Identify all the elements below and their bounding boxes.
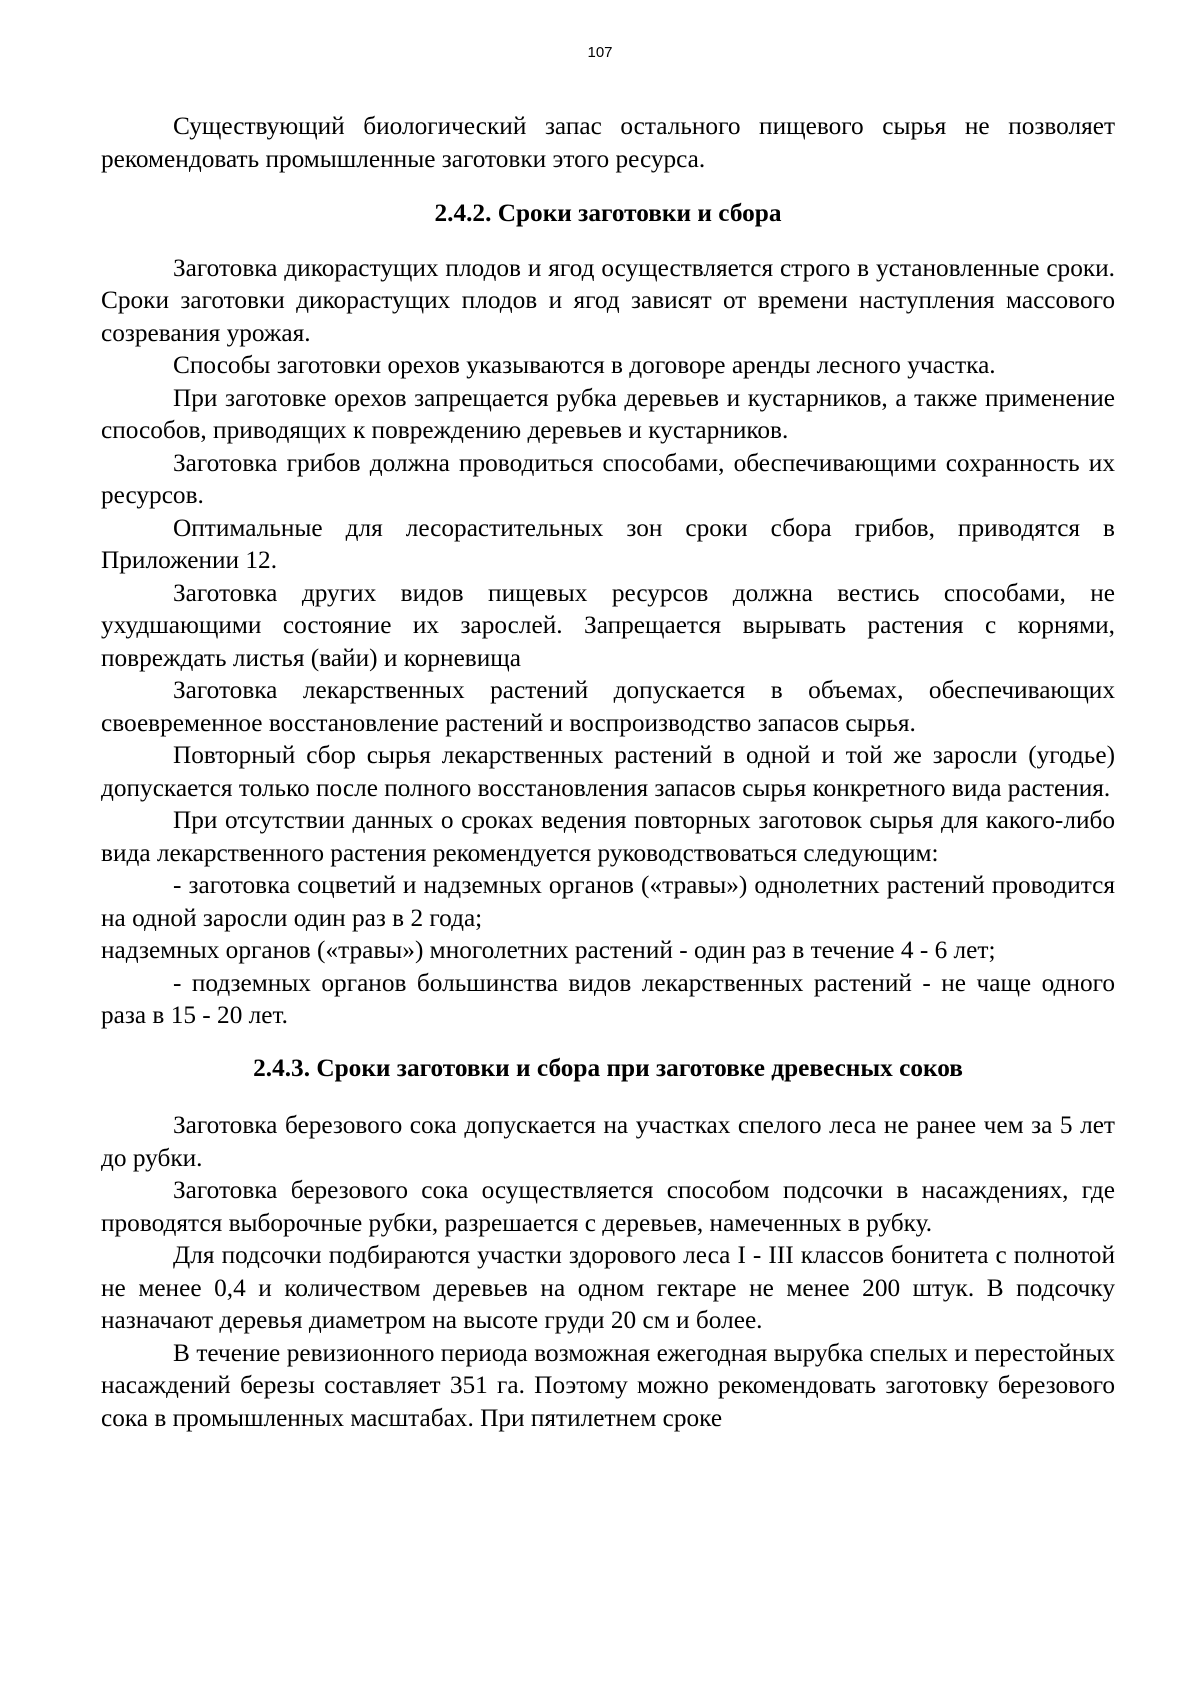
paragraph: Заготовка других видов пищевых ресурсов должна вестись способами, не ухудшающими состояние их зарослей. Запрещается вырывать растения с корнями, повреждать листья (вайи) и корневища: [101, 578, 1115, 672]
paragraph: Повторный сбор сырья лекарственных растений в одной и той же заросли (угодье) допускается только после полного восстановления запасов сырья конкретного вида растения.: [101, 741, 1115, 802]
section-heading-2-4-2: 2.4.2. Сроки заготовки и сбора: [434, 199, 782, 227]
paragraph: Заготовка грибов должна проводиться способами, обеспечивающими сохранность их ресурсов.: [101, 448, 1115, 509]
paragraph: Способы заготовки орехов указываются в договоре аренды лесного участка.: [173, 351, 996, 379]
paragraph: При отсутствии данных о сроках ведения повторных заготовок сырья для какого-либо вида лекарственного растения рекомендуется руководствоваться следующим:: [101, 806, 1115, 867]
paragraph: Заготовка лекарственных растений допускается в объемах, обеспечивающих своевременное восстановление растений и воспроизводство запасов сырья.: [101, 676, 1115, 737]
paragraph: При заготовке орехов запрещается рубка деревьев и кустарников, а также применение способов, приводящих к повреждению деревьев и кустарников.: [101, 383, 1115, 444]
paragraph: Заготовка дикорастущих плодов и ягод осуществляется строго в установленные сроки. Сроки заготовки дикорастущих плодов и ягод зависят от времени наступления массового созревания урожая.: [101, 253, 1115, 347]
paragraph: Для подсочки подбираются участки здорового леса I - III классов бонитета с полнотой не менее 0,4 и количеством деревьев на одном гектаре не менее 200 штук. В подсочку назначают деревья диаметром на высоте груди 20 см и более.: [101, 1241, 1115, 1334]
paragraph: Заготовка березового сока допускается на участках спелого леса не ранее чем за 5 лет до рубки.: [101, 1111, 1115, 1172]
paragraph: Заготовка березового сока осуществляется способом подсочки в насаждениях, где проводятся выборочные рубки, разрешается с деревьев, намеченных в рубку.: [101, 1176, 1115, 1237]
list-item: - подземных органов большинства видов лекарственных растений - не чаще одного раза в 15 - 20 лет.: [101, 968, 1115, 1029]
page-number: 107: [587, 44, 613, 61]
document-body: [101, 110, 1115, 1434]
paragraph: В течение ревизионного периода возможная ежегодная вырубка спелых и перестойных насаждений березы составляет 351 га. Поэтому можно рекомендовать заготовку березового сока в промышленных масштабах. При пятилетнем сроке: [101, 1338, 1115, 1432]
section-heading-2-4-3: 2.4.3. Сроки заготовки и сбора при заготовке древесных соков: [253, 1053, 963, 1082]
list-item: - заготовка соцветий и надземных органов («травы») однолетних растений проводится на одной заросли один раз в 2 года;: [101, 871, 1115, 932]
list-item: надземных органов («травы») многолетних растений - один раз в течение 4 - 6 лет;: [101, 936, 996, 964]
intro-paragraph: Существующий биологический запас остального пищевого сырья не позволяет рекомендовать промышленные заготовки этого ресурса.: [101, 112, 1115, 173]
paragraph: Оптимальные для лесорастительных зон сроки сбора грибов, приводятся в Приложении 12.: [101, 513, 1115, 574]
